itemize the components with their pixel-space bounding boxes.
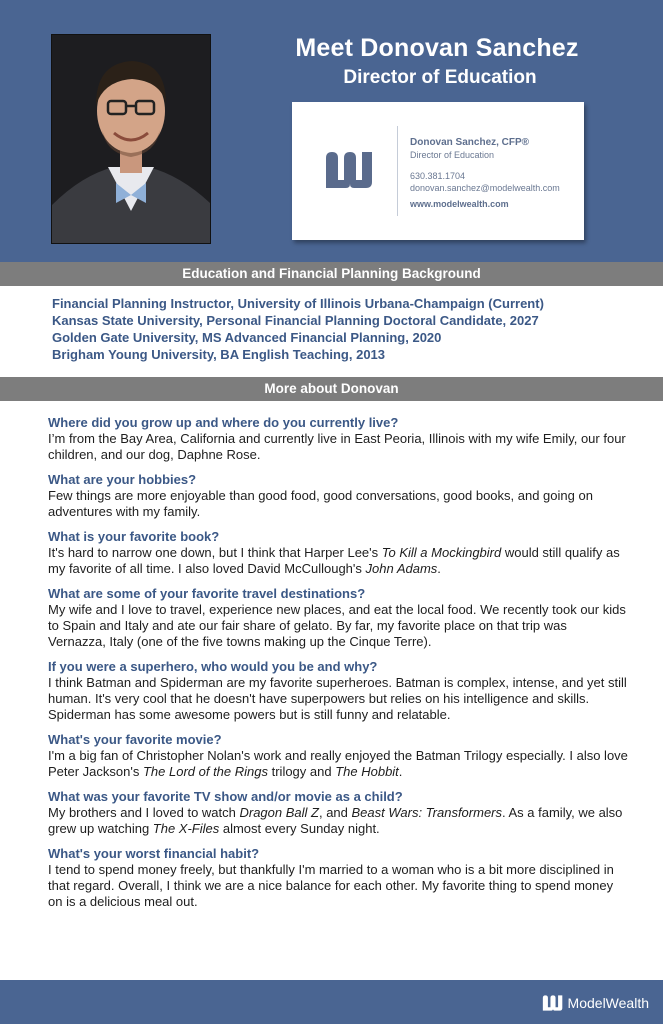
footer-brand: ModelWealth bbox=[567, 995, 649, 1011]
education-heading: Education and Financial Planning Background bbox=[0, 262, 663, 286]
show-title: The X-Files bbox=[152, 821, 220, 836]
footer-bar bbox=[0, 980, 663, 1024]
qa-item bbox=[48, 659, 628, 723]
card-divider bbox=[397, 126, 398, 216]
card-phone[interactable]: 630.381.1704 bbox=[410, 171, 466, 181]
answer-text: . As a family, we also grew up watching bbox=[48, 805, 623, 836]
qa-item bbox=[48, 472, 628, 520]
question: If you were a superhero, who would you be and why? bbox=[48, 659, 378, 674]
header-banner bbox=[0, 0, 663, 262]
answer-text: . bbox=[437, 561, 441, 576]
list-item: Kansas State University, Personal Financial Planning Doctoral Candidate, 2027 bbox=[52, 313, 539, 328]
qa-item bbox=[48, 586, 628, 650]
movie-title: The Lord of the Rings bbox=[142, 764, 268, 779]
portrait-illustration bbox=[52, 35, 210, 243]
qa-item bbox=[48, 732, 628, 780]
answer: I’m from the Bay Area, California and currently live in East Peoria, Illinois with my wife Emily, our four children, and our dog, Daphne Rose. bbox=[48, 431, 626, 462]
answer: I tend to spend money freely, but thankfully I'm married to a woman who is a bit more disciplined in that regard. Overall, I think we are a nice balance for each other. My favorite thing to spend money on is a delicious meal out. bbox=[48, 862, 614, 909]
page-subtitle: Director of Education bbox=[343, 67, 537, 88]
answer-text: It's hard to narrow one down, but I think that Harper Lee's bbox=[48, 545, 382, 560]
question: What's your worst financial habit? bbox=[48, 846, 260, 861]
qa-item bbox=[48, 529, 628, 577]
show-title: Beast Wars: Transformers bbox=[351, 805, 502, 820]
card-role: Director of Education bbox=[410, 150, 495, 160]
answer-text: , and bbox=[318, 805, 352, 820]
answer bbox=[48, 545, 628, 577]
answer-text: almost every Sunday night. bbox=[219, 821, 380, 836]
show-title: Dragon Ball Z bbox=[239, 805, 319, 820]
page-title: Meet Donovan Sanchez bbox=[295, 34, 579, 62]
answer bbox=[48, 805, 628, 837]
answer: My wife and I love to travel, experience new places, and eat the local food. We recently took our kids to Spain and Italy and ate our fair share of gelato. By far, my favorite place on that trip was Vernazza, Italy (one of the five towns making up the Cinque Terre). bbox=[48, 602, 626, 649]
list-item: Financial Planning Instructor, University of Illinois Urbana-Champaign (Current) bbox=[52, 296, 544, 311]
business-card bbox=[292, 102, 584, 240]
answer: Few things are more enjoyable than good food, good conversations, good books, and going on adventures with my family. bbox=[48, 488, 593, 519]
movie-title: The Hobbit bbox=[335, 764, 399, 779]
list-item: Brigham Young University, BA English Teaching, 2013 bbox=[52, 347, 386, 362]
modelwealth-logo-icon bbox=[324, 150, 376, 190]
question: What are some of your favorite travel destinations? bbox=[48, 586, 366, 601]
question: Where did you grow up and where do you currently live? bbox=[48, 415, 399, 430]
question: What is your favorite book? bbox=[48, 529, 220, 544]
book-title: To Kill a Mockingbird bbox=[381, 545, 502, 560]
card-name: Donovan Sanchez, CFP® bbox=[410, 137, 530, 148]
education-list bbox=[52, 295, 544, 363]
card-email[interactable]: donovan.sanchez@modelwealth.com bbox=[410, 183, 560, 193]
qa-item bbox=[48, 846, 628, 910]
book-title: John Adams bbox=[365, 561, 438, 576]
question: What are your hobbies? bbox=[48, 472, 197, 487]
answer: I think Batman and Spiderman are my favorite superheroes. Batman is complex, intense, and yet still human. It's very cool that he doesn't have superpowers but relies on his intelligence and skills. Spiderman has some awesome powers but is still funny and relatable. bbox=[48, 675, 627, 722]
qa-item bbox=[48, 415, 628, 463]
more-heading: More about Donovan bbox=[0, 377, 663, 401]
answer-text: trilogy and bbox=[268, 764, 336, 779]
answer-text: would still qualify as my favorite of all time. I also loved David McCullough's bbox=[48, 545, 620, 576]
card-website[interactable]: www.modelwealth.com bbox=[410, 199, 509, 209]
answer-text: I'm a big fan of Christopher Nolan's work and really enjoyed the Batman Trilogy especially. I also love Peter Jackson's bbox=[48, 748, 628, 779]
modelwealth-logo-icon bbox=[542, 994, 564, 1012]
answer-text: My brothers and I loved to watch bbox=[48, 805, 240, 820]
answer bbox=[48, 748, 628, 780]
qa-list bbox=[48, 415, 628, 919]
question: What's your favorite movie? bbox=[48, 732, 222, 747]
question: What was your favorite TV show and/or movie as a child? bbox=[48, 789, 403, 804]
profile-photo bbox=[51, 34, 211, 244]
footer-logo[interactable] bbox=[542, 994, 649, 1012]
list-item: Golden Gate University, MS Advanced Financial Planning, 2020 bbox=[52, 330, 442, 345]
answer-text: . bbox=[398, 764, 403, 779]
qa-item bbox=[48, 789, 628, 837]
